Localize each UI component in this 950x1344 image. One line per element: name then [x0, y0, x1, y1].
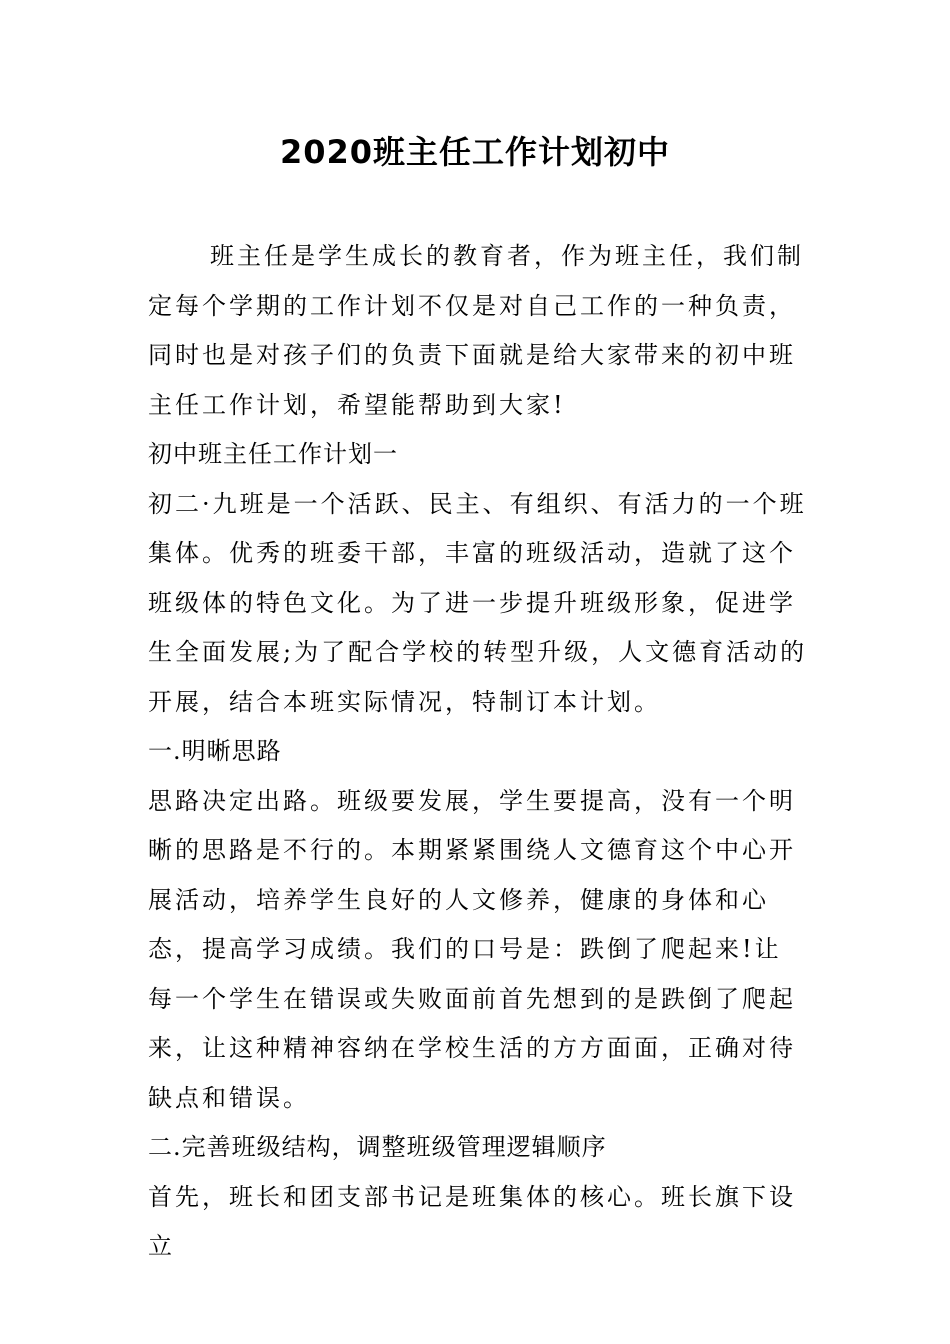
document-title: 2020班主任工作计划初中 [279, 133, 671, 171]
intro-paragraph: 班主任是学生成长的教育者，作为班主任，我们制定每个学期的工作计划不仅是对自己工作的一种负责，同时也是对孩子们的负责下面就是给大家带来的初中班主任工作计划，希望能帮助到大家! [148, 242, 804, 419]
structure-paragraph: 首先，班长和团支部书记是班集体的核心。班长旗下设立 [148, 1182, 796, 1260]
section-heading-clear-thinking: 一.明晰思路 [148, 737, 282, 765]
section-heading-class-structure: 二.完善班级结构，调整班级管理逻辑顺序 [148, 1133, 607, 1161]
thinking-paragraph: 思路决定出路。班级要发展，学生要提高，没有一个明晰的思路是不行的。本期紧紧围绕人文德育这个中心开展活动，培养学生良好的人文修养，健康的身体和心态，提高学习成绩。我们的口号是：跌倒了爬起来!让每一个学生在错误或失败面前首先想到的是跌倒了爬起来，让这种精神容纳在学校生活的方方面面，正确对待缺点和错误。 [148, 786, 796, 1112]
document-body [148, 232, 808, 1272]
section-heading-plan-one: 初中班主任工作计划一 [148, 440, 398, 468]
class-description-paragraph: 初二·九班是一个活跃、民主、有组织、有活力的一个班集体。优秀的班委干部，丰富的班级活动，造就了这个班级体的特色文化。为了进一步提升班级形象，促进学生全面发展;为了配合学校的转型升级，人文德育活动的开展，结合本班实际情况，特制订本计划。 [148, 489, 808, 716]
